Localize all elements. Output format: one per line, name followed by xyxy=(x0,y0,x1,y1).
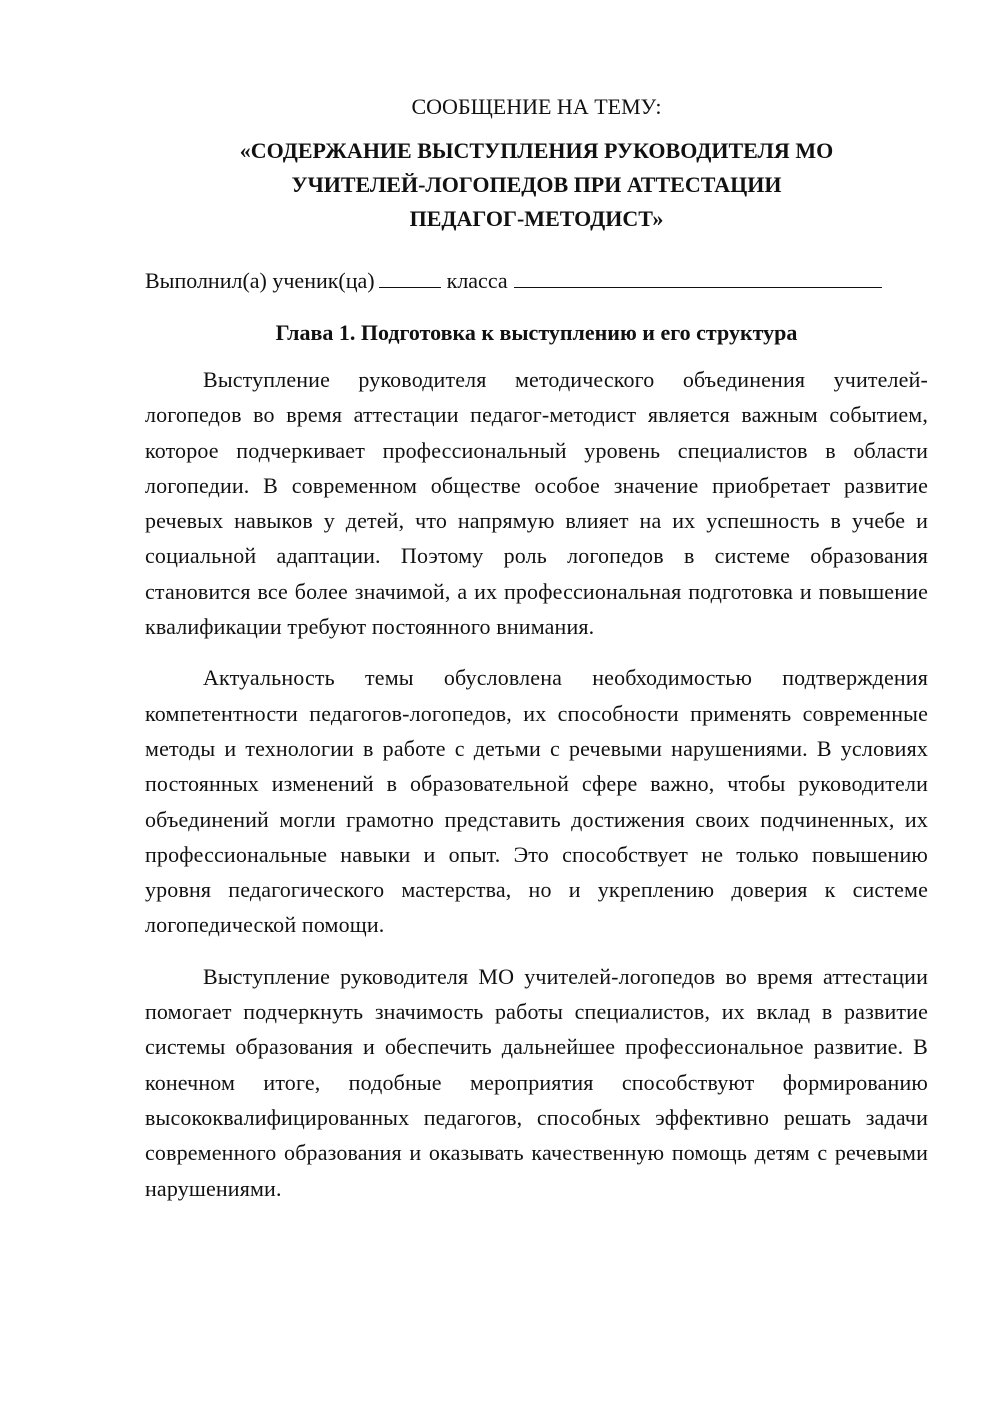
chapter-title: Глава 1. Подготовка к выступлению и его структура xyxy=(275,320,798,345)
title-line: ПЕДАГОГ-МЕТОДИСТ» xyxy=(409,206,664,231)
title-line: УЧИТЕЛЕЙ-ЛОГОПЕДОВ ПРИ АТТЕСТАЦИИ xyxy=(291,172,782,197)
document-title xyxy=(145,134,928,236)
student-name-blank xyxy=(514,269,882,288)
title-line: «СОДЕРЖАНИЕ ВЫСТУПЛЕНИЯ РУКОВОДИТЕЛЯ МО xyxy=(239,138,834,163)
paragraph: Выступление руководителя МО учителей-логопедов во время аттестации помогает подчеркнуть значимость работы специалистов, их вклад в развитие системы образования и обеспечить дальнейшее профессиональное развитие. В конечном итоге, подобные мероприятия способствуют формированию высококвалифицированных педагогов, способных эффективно решать задачи современного образования и оказывать качественную помощь детям с речевыми нарушениями. xyxy=(145,963,928,1201)
document-header: СООБЩЕНИЕ НА ТЕМУ: xyxy=(411,94,662,119)
class-number-blank xyxy=(379,269,441,288)
class-label: класса xyxy=(446,268,508,293)
author-prefix: Выполнил(а) ученик(ца) xyxy=(145,268,375,293)
paragraph: Актуальность темы обусловлена необходимостью подтверждения компетентности педагогов-логопедов, их способности применять современные методы и технологии в работе с детьми с речевыми нарушениями. В условиях постоянных изменений в образовательной сфере важно, чтобы руководители объединений могли грамотно представить достижения своих подчиненных, их профессиональные навыки и опыт. Это способствует не только повышению уровня педагогического мастерства, но и укреплению доверия к системе логопедической помощи. xyxy=(145,665,928,938)
paragraph: Выступление руководителя методического объединения учителей-логопедов во время аттестации педагог-методист является важным событием, которое подчеркивает профессиональный уровень специалистов в области логопедии. В современном обществе особое значение приобретает развитие речевых навыков у детей, что напрямую влияет на их успешность в учебе и социальной адаптации. Поэтому роль логопедов в системе образования становится все более значимой, а их профессиональная подготовка и повышение квалификации требуют постоянного внимания. xyxy=(145,367,928,640)
document-page xyxy=(145,90,928,1206)
author-line xyxy=(145,264,928,298)
